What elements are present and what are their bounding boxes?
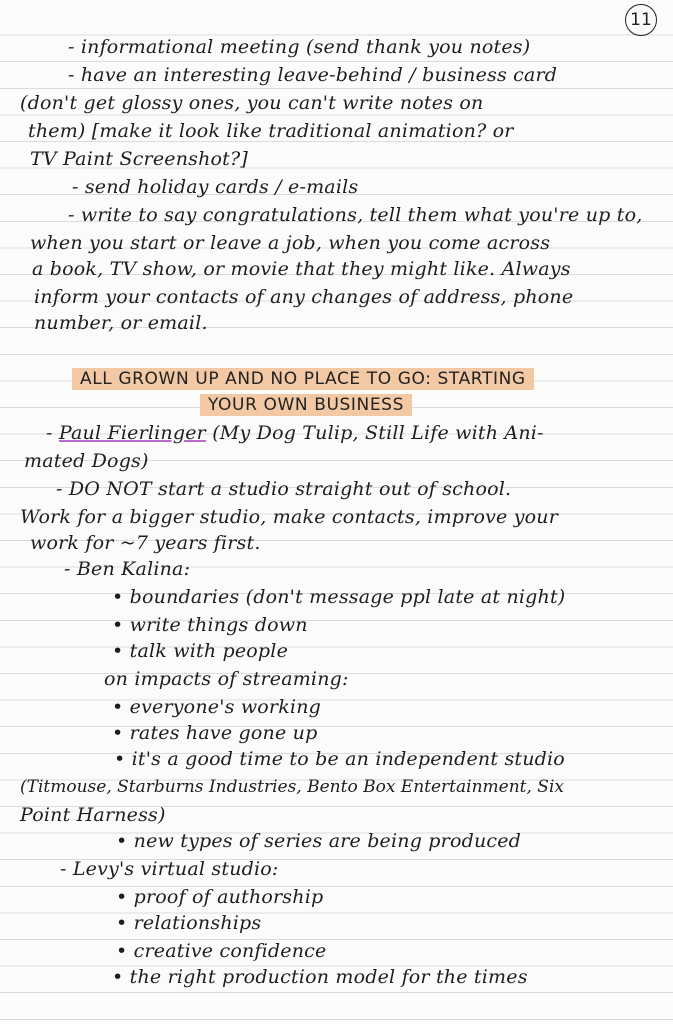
bullet-item: • relationships <box>116 912 262 934</box>
section-heading-line1: ALL GROWN UP AND NO PLACE TO GO: STARTING <box>72 368 534 390</box>
dash: - <box>46 422 59 444</box>
speaker-name: Paul Fierlinger <box>58 422 206 444</box>
section-heading-line2: YOUR OWN BUSINESS <box>200 394 412 416</box>
note-line: TV Paint Screenshot?] <box>30 148 249 170</box>
note-line: (don't get glossy ones, you can't write notes on <box>20 92 484 114</box>
note-line-speaker <box>46 422 544 444</box>
bullet-item: • boundaries (don't message ppl late at night) <box>112 586 566 608</box>
note-line: - Ben Kalina: <box>64 558 191 580</box>
note-line: - have an interesting leave-behind / business card <box>68 64 558 86</box>
note-line: work for ~7 years first. <box>30 532 261 554</box>
note-line: on impacts of streaming: <box>104 668 349 690</box>
bullet-item: • everyone's working <box>112 696 321 718</box>
bullet-item: • talk with people <box>112 640 289 662</box>
bullet-item: • proof of authorship <box>116 886 324 908</box>
note-line: when you start or leave a job, when you come across <box>30 232 551 254</box>
bullet-item: • creative confidence <box>116 940 327 962</box>
note-line: a book, TV show, or movie that they might like. Always <box>32 258 571 280</box>
bullet-item: • it's a good time to be an independent studio <box>114 748 565 770</box>
note-line: - informational meeting (send thank you notes) <box>68 36 531 58</box>
page-number: 11 <box>625 4 657 36</box>
bullet-item: • write things down <box>112 614 308 636</box>
note-line: - Levy's virtual studio: <box>60 858 279 880</box>
note-line: Point Harness) <box>20 804 166 826</box>
note-line: - write to say congratulations, tell them what you're up to, <box>68 204 643 226</box>
note-line: Work for a bigger studio, make contacts, improve your <box>20 506 558 528</box>
speaker-credits: (My Dog Tulip, Still Life with Ani- <box>205 422 544 444</box>
bullet-item: • the right production model for the times <box>112 966 528 988</box>
note-line: them) [make it look like traditional animation? or <box>28 120 514 142</box>
bullet-item: • rates have gone up <box>112 722 318 744</box>
note-line: - DO NOT start a studio straight out of school. <box>56 478 512 500</box>
note-line: (Titmouse, Starburns Industries, Bento Box Entertainment, Six <box>20 777 564 797</box>
note-line: number, or email. <box>34 312 208 334</box>
note-line: - send holiday cards / e-mails <box>72 176 359 198</box>
bullet-item: • new types of series are being produced <box>116 830 522 852</box>
note-line: mated Dogs) <box>24 450 149 472</box>
note-line: inform your contacts of any changes of address, phone <box>34 286 574 308</box>
